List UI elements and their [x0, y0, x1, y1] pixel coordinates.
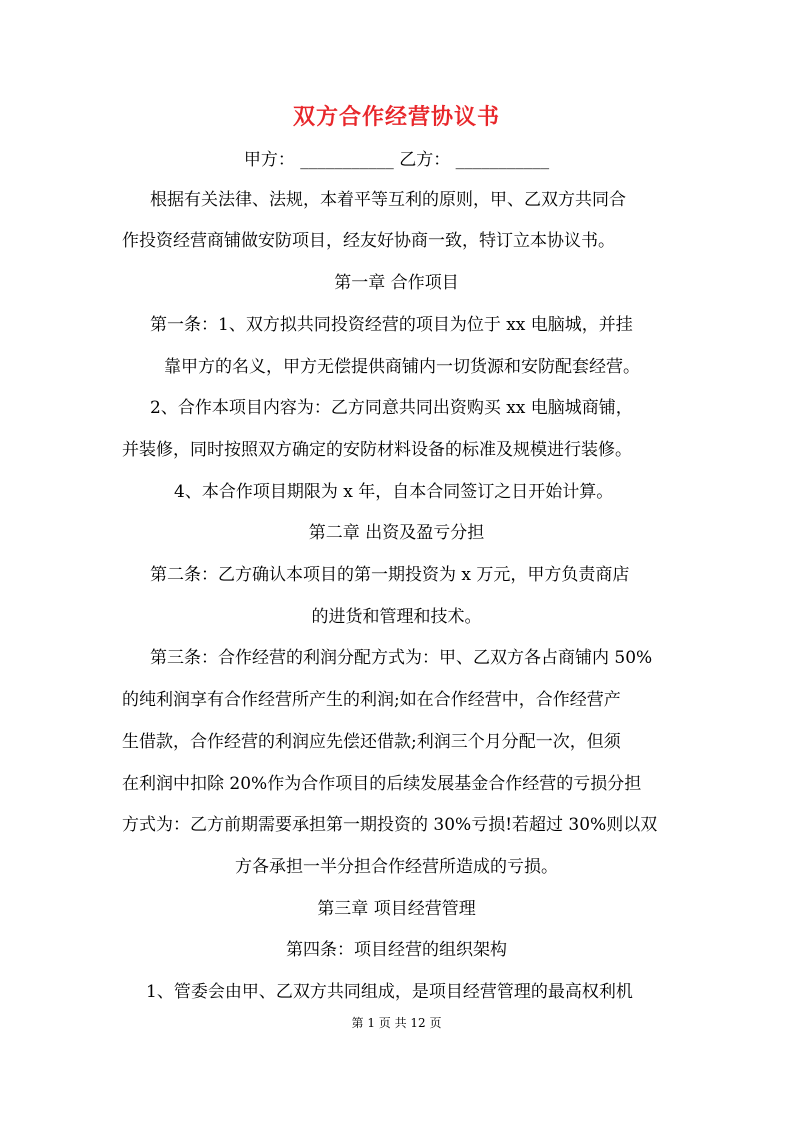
paragraph-line: 2、合作本项目内容为：乙方同意共同出资购买 xx 电脑城商铺，	[150, 398, 633, 418]
paragraph-line: 1、管委会由甲、乙双方共同组成，是项目经营管理的最高权利机	[146, 982, 633, 1002]
parties-line: 甲方： ___________ 乙方： ___________	[243, 150, 550, 170]
paragraph-line: 第三条：合作经营的利润分配方式为：甲、乙双方各占商铺内 50%	[150, 648, 653, 668]
paragraph-line: 的进货和管理和技术。	[311, 607, 482, 627]
document-title: 双方合作经营协议书	[292, 104, 500, 130]
page-number-footer: 第 1 页 共 12 页	[351, 1016, 442, 1030]
paragraph-line: 方式为：乙方前期需要承担第一期投资的 30%亏损!若超过 30%则以双	[122, 815, 658, 835]
paragraph-line: 4、本合作项目期限为 x 年，自本合同签订之日开始计算。	[174, 482, 614, 502]
paragraph-line: 的纯利润享有合作经营所产生的利润;如在合作经营中，合作经营产	[122, 690, 621, 710]
paragraph-line: 第二条：乙方确认本项目的第一期投资为 x 万元，甲方负责商店	[150, 565, 630, 585]
chapter-heading: 第一章 合作项目	[334, 273, 459, 293]
paragraph-line: 并装修，同时按照双方确定的安防材料设备的标准及规模进行装修。	[122, 440, 632, 460]
article-heading: 第四条：项目经营的组织架构	[286, 940, 507, 960]
paragraph-line: 靠甲方的名义，甲方无偿提供商铺内一切货源和安防配套经营。	[164, 357, 640, 377]
chapter-heading: 第二章 出资及盈亏分担	[308, 523, 485, 543]
paragraph-line: 在利润中扣除 20%作为合作项目的后续发展基金合作经营的亏损分担	[122, 774, 642, 794]
paragraph-line: 根据有关法律、法规，本着平等互利的原则，甲、乙双方共同合	[150, 190, 626, 210]
paragraph-line: 作投资经营商铺做安防项目，经友好协商一致，特订立本协议书。	[122, 231, 615, 251]
chapter-heading: 第三章 项目经营管理	[317, 899, 476, 919]
paragraph-line: 方各承担一半分担合作经营所造成的亏损。	[235, 857, 558, 877]
paragraph-line: 生借款，合作经营的利润应先偿还借款;利润三个月分配一次，但须	[122, 732, 621, 752]
paragraph-line: 第一条：1、双方拟共同投资经营的项目为位于 xx 电脑城，并挂	[150, 315, 633, 335]
